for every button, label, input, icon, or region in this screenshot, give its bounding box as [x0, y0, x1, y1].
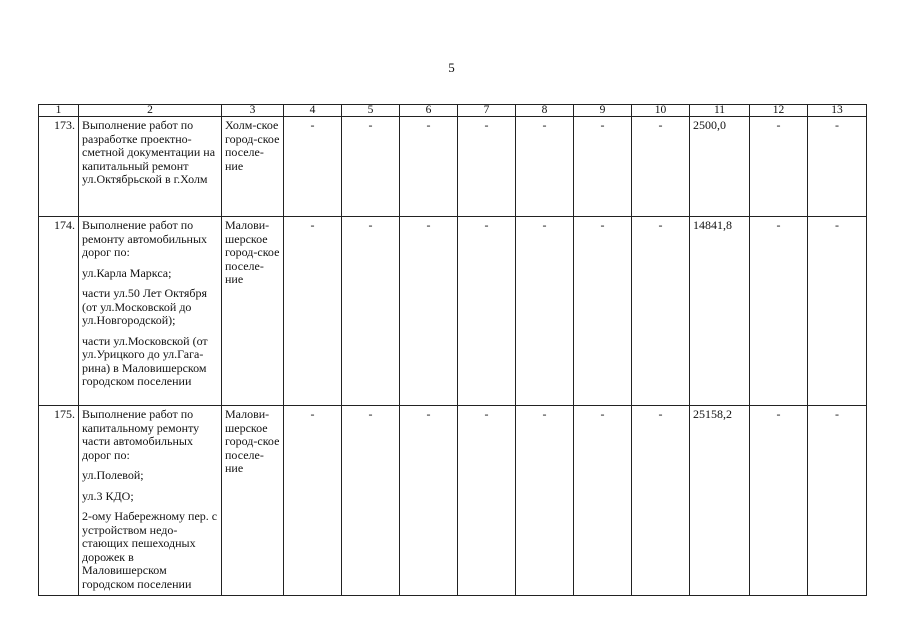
work-paragraph: ул.3 КДО; [82, 488, 134, 503]
municipality: Холм-ское город-ское поселе-ние [222, 117, 284, 217]
value-cell: - [458, 217, 516, 406]
amount-cell: 25158,2 [690, 406, 750, 596]
header-cell: 8 [516, 105, 574, 117]
header-cell: 5 [342, 105, 400, 117]
value-cell: - [284, 217, 342, 406]
value-cell: - [632, 217, 690, 406]
value-cell: - [808, 217, 867, 406]
work-paragraph: Выполнение работ по капитальному ремонту части автомобильных дорог по: [82, 407, 200, 462]
value-cell: - [400, 406, 458, 596]
header-cell: 13 [808, 105, 867, 117]
value-cell: - [632, 117, 690, 217]
value-cell: - [574, 406, 632, 596]
value-cell: - [632, 406, 690, 596]
value-cell: - [284, 406, 342, 596]
amount-cell: 2500,0 [690, 117, 750, 217]
header-cell: 4 [284, 105, 342, 117]
header-cell: 12 [750, 105, 808, 117]
value-cell: - [750, 217, 808, 406]
header-cell: 10 [632, 105, 690, 117]
header-cell: 9 [574, 105, 632, 117]
row-number: 173. [39, 117, 79, 217]
header-cell: 6 [400, 105, 458, 117]
value-cell: - [458, 117, 516, 217]
value-cell: - [808, 117, 867, 217]
work-description [79, 117, 222, 217]
table-row [39, 117, 867, 217]
header-cell: 3 [222, 105, 284, 117]
value-cell: - [400, 117, 458, 217]
municipality: Малови-шерское город-ское поселе-ние [222, 217, 284, 406]
amount-cell: 14841,8 [690, 217, 750, 406]
row-number: 175. [39, 406, 79, 596]
header-cell: 11 [690, 105, 750, 117]
value-cell: - [574, 217, 632, 406]
page-number: 5 [448, 60, 455, 75]
work-description [79, 217, 222, 406]
work-paragraph: ул.Полевой; [82, 468, 144, 482]
value-cell: - [342, 117, 400, 217]
work-paragraph: части ул.50 Лет Октября (от ул.Московской до ул.Новгородской); [82, 286, 208, 327]
value-cell: - [750, 406, 808, 596]
work-paragraph: 2-ому Набережному пер. с устройством недо-стающих пешеходных дорожек в Маловишерском городском поселении [82, 509, 218, 591]
value-cell: - [342, 217, 400, 406]
work-paragraph: ул.Карла Маркса; [82, 265, 172, 280]
value-cell: - [574, 117, 632, 217]
value-cell: - [516, 406, 574, 596]
work-paragraph: Выполнение работ по ремонту автомобильных дорог по: [82, 218, 208, 259]
value-cell: - [342, 406, 400, 596]
header-cell: 1 [39, 105, 79, 117]
municipality: Малови-шерское город-ское поселе-ние [222, 406, 284, 596]
value-cell: - [516, 117, 574, 217]
header-row [39, 105, 867, 117]
value-cell: - [516, 217, 574, 406]
budget-table [38, 104, 867, 596]
header-cell: 2 [79, 105, 222, 117]
value-cell: - [750, 117, 808, 217]
row-number: 174. [39, 217, 79, 406]
work-paragraph: части ул.Московской (от ул.Урицкого до ул.Гага-рина) в Маловишерском городском поселении [82, 333, 208, 388]
value-cell: - [458, 406, 516, 596]
header-cell: 7 [458, 105, 516, 117]
work-description [79, 406, 222, 596]
value-cell: - [808, 406, 867, 596]
value-cell: - [284, 117, 342, 217]
work-paragraph: Выполнение работ по разработке проектно-сметной документации на капитальный ремонт ул.Октябрьской в г.Холм [82, 118, 216, 186]
value-cell: - [400, 217, 458, 406]
table-row [39, 217, 867, 406]
table-row [39, 406, 867, 596]
